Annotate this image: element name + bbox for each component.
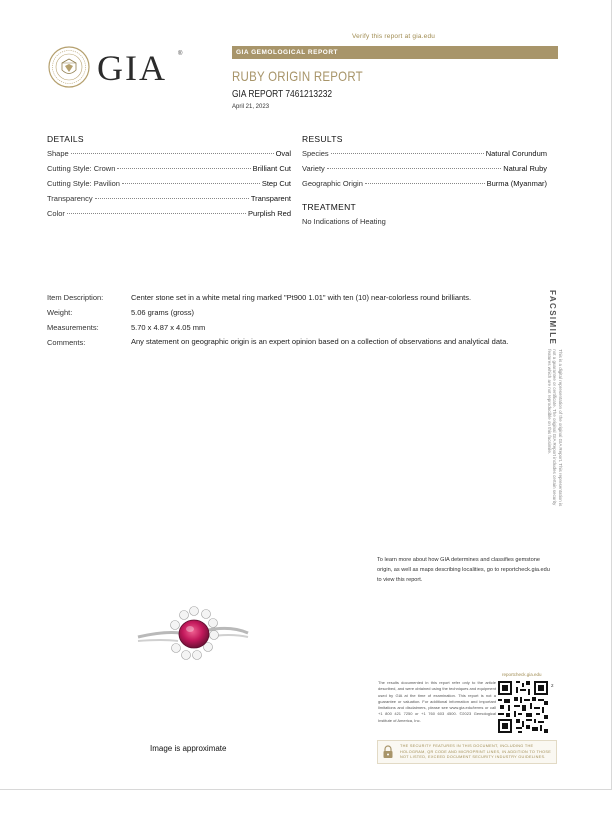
registered-mark: ® xyxy=(178,51,183,57)
results-label: Variety xyxy=(302,164,325,173)
qr-code-icon[interactable] xyxy=(498,681,548,733)
facsimile-notice xyxy=(545,290,563,520)
treatment-heading: TREATMENT xyxy=(302,202,357,212)
results-row-origin xyxy=(302,179,547,190)
details-label: Color xyxy=(47,209,65,218)
treatment-text: No Indications of Heating xyxy=(302,217,386,226)
disclaimer-text: The results documented in this report refer only to the article described, and were obtained using the techniques and equipment used by GIA at the time of examination. This report is not a guarantee or valuation. For additional information and important limitations and disclaimers, please see www.gia.edu/terms or call +1 800 421 7250 or +1 760 603 4500. ©2023 Gemological Institute of America, Inc. xyxy=(378,680,496,723)
ring-image xyxy=(134,605,252,669)
details-row-transparency xyxy=(47,194,291,205)
facsimile-title: FACSIMILE xyxy=(548,290,557,346)
details-label: Transparency xyxy=(47,194,93,203)
item-description-label: Item Description: xyxy=(47,293,104,302)
gia-logo: GIA xyxy=(97,48,167,88)
qr-number: 2 xyxy=(551,683,554,688)
lock-icon xyxy=(382,745,394,759)
learn-more-text: To learn more about how GIA determines and classifies gemstone origin, as well as maps describing localities, go to reportcheck.gia.edu to view this report. xyxy=(377,557,550,583)
image-caption: Image is approximate xyxy=(150,744,227,753)
comments-label: Comments: xyxy=(47,338,86,347)
report-date: April 21, 2023 xyxy=(232,104,270,110)
results-label: Species xyxy=(302,149,329,158)
security-text: THE SECURITY FEATURES IN THIS DOCUMENT, INCLUDING THE HOLOGRAM, QR CODE AND MICROPRINT LINES, IN ADDITION TO THOSE NOT LISTED, EXCEED DOCUMENT SECURITY INDUSTRY GUIDELINES. xyxy=(400,744,552,759)
measurements-value: 5.70 x 4.87 x 4.05 mm xyxy=(131,323,206,332)
item-description-value: Center stone set in a white metal ring marked "Pt900 1.01" with ten (10) near-colorless round brilliants. xyxy=(131,293,472,302)
details-value: Brilliant Cut xyxy=(252,164,291,173)
results-value: Natural Corundum xyxy=(485,149,547,158)
details-row-shape xyxy=(47,149,291,160)
weight-value: 5.06 grams (gross) xyxy=(131,308,194,317)
report-banner: GIA GEMOLOGICAL REPORT xyxy=(232,46,558,59)
comments-value: Any statement on geographic origin is an expert opinion based on a collection of observations and analytical data. xyxy=(131,337,509,346)
facsimile-text: This is a digital representation of the original GIA Report. This representation is not a guarantee or certificate. The original GIA Report includes certain security features which are not reproducible on this facsimile. xyxy=(547,349,563,507)
results-value: Natural Ruby xyxy=(503,164,547,173)
results-row-species xyxy=(302,149,547,160)
results-label: Geographic Origin xyxy=(302,179,363,188)
gia-seal-icon xyxy=(48,46,90,88)
details-row-pavilion xyxy=(47,179,291,190)
reportcheck-link[interactable]: reportcheck.gia.edu xyxy=(502,672,542,677)
weight-label: Weight: xyxy=(47,308,73,317)
details-label: Shape xyxy=(47,149,69,158)
report-title: RUBY ORIGIN REPORT xyxy=(232,68,363,84)
results-heading: RESULTS xyxy=(302,134,343,144)
verify-link[interactable]: Verify this report at gia.edu xyxy=(352,33,436,40)
results-row-variety xyxy=(302,164,547,175)
report-number: GIA REPORT 7461213232 xyxy=(232,89,333,100)
details-value: Step Cut xyxy=(261,179,291,188)
results-value: Burma (Myanmar) xyxy=(486,179,547,188)
details-value: Purplish Red xyxy=(248,209,291,218)
details-row-color xyxy=(47,209,291,220)
details-heading: DETAILS xyxy=(47,134,84,144)
measurements-label: Measurements: xyxy=(47,323,99,332)
details-label: Cutting Style: Pavilion xyxy=(47,179,120,188)
details-row-crown xyxy=(47,164,291,175)
details-label: Cutting Style: Crown xyxy=(47,164,116,173)
details-value: Transparent xyxy=(250,194,291,203)
details-value: Oval xyxy=(275,149,291,158)
